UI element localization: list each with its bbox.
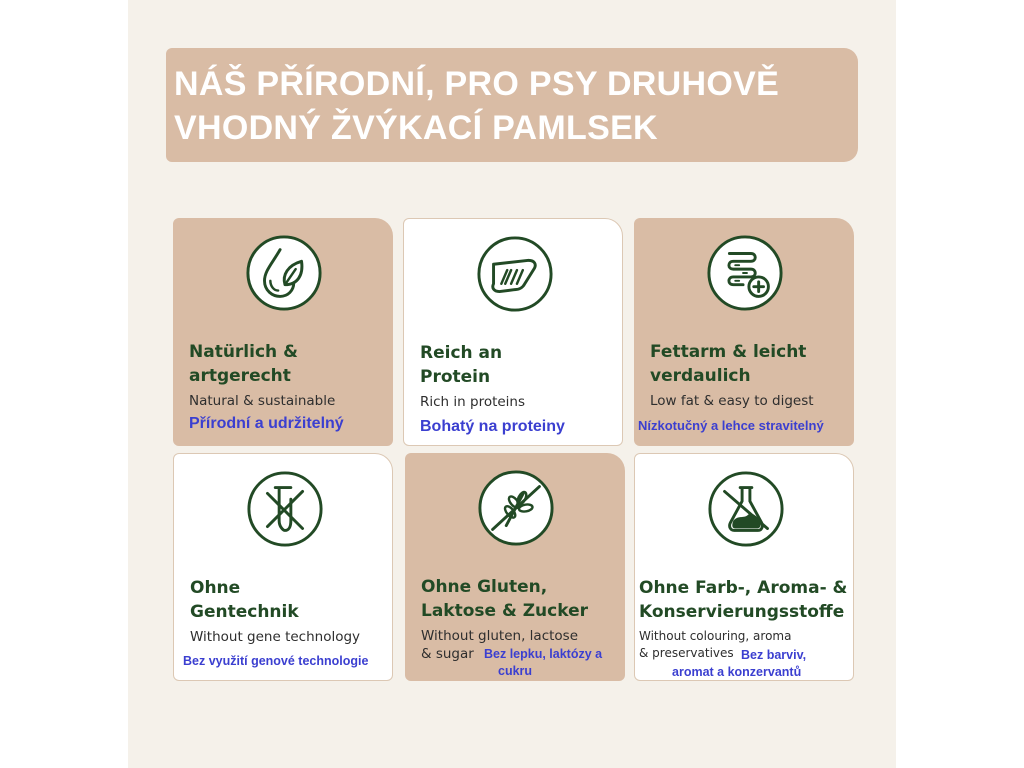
feature-subtitle-en-line-2: & sugar [421, 646, 474, 662]
feature-title-de-line-2: Laktose & Zucker [421, 601, 588, 621]
feature-subtitle-en-line-1: Without colouring, aroma [639, 629, 792, 643]
feature-label-cz-line-1: Bez barviv, [741, 648, 807, 662]
feature-subtitle-en [650, 392, 814, 410]
feature-label-cz-line-1: Nízkotučný a lehce stravitelný [638, 418, 824, 433]
feature-subtitle-en-line-1: Without gene technology [190, 629, 361, 645]
title-banner [166, 48, 858, 162]
feature-label-cz-line-1: Bez využití genové technologie [183, 654, 369, 668]
protein-strip-icon [476, 235, 554, 313]
intestine-plus-icon [706, 234, 784, 312]
feature-label-cz [638, 417, 824, 434]
leaf-drop-icon [245, 234, 323, 312]
feature-card-no-gene-tech [173, 453, 393, 681]
feature-label-cz-line-1: Bez lepku, laktózy a [484, 647, 603, 661]
feature-label-cz [189, 414, 344, 434]
feature-title-de-line-1: Ohne Farb-, Aroma- & [639, 578, 848, 598]
feature-title-de-line-1: Natürlich & [189, 342, 298, 362]
feature-title-de [189, 340, 298, 388]
feature-title-de [650, 340, 806, 388]
feature-subtitle-en [189, 392, 335, 410]
feature-label-cz-line-1: Bohatý na proteiny [420, 418, 565, 435]
feature-label-cz [183, 653, 368, 670]
feature-subtitle-en [420, 393, 525, 411]
feature-title-de-line-2: artgerecht [189, 366, 291, 386]
feature-card-protein [403, 218, 623, 446]
feature-card-no-additives [634, 453, 854, 681]
feature-title-de-line-1: Reich an [420, 343, 503, 363]
title-line-1: NÁŠ PŘÍRODNÍ, PRO PSY DRUHOVĚ [174, 65, 780, 103]
feature-title-de-line-1: Ohne [190, 578, 241, 598]
feature-subtitle-en-line-1: Natural & sustainable [189, 393, 336, 409]
feature-card-digestible [634, 218, 854, 446]
feature-title-de-line-2: verdaulich [650, 366, 751, 386]
feature-label-cz-continued [672, 664, 801, 681]
feature-subtitle-en [190, 628, 360, 646]
feature-title-de-line-1: Fettarm & leicht [650, 342, 807, 362]
feature-title-de [639, 576, 847, 624]
feature-card-natural [173, 218, 393, 446]
no-wheat-icon [477, 469, 555, 547]
feature-subtitle-en-line-1: Low fat & easy to digest [650, 393, 814, 409]
feature-title-de-line-2: Konservierungsstoffe [639, 602, 845, 622]
feature-title-de [190, 576, 299, 624]
feature-title-de [421, 575, 588, 623]
feature-subtitle-en-line-1: Without gluten, lactose [421, 628, 579, 644]
feature-title-de-line-2: Gentechnik [190, 602, 299, 622]
feature-label-cz-line-2: aromat a konzervantů [672, 665, 802, 679]
feature-title-de [420, 341, 502, 389]
feature-title-de-line-2: Protein [420, 367, 491, 387]
feature-label-cz-line-2: cukru [498, 664, 533, 678]
no-test-tube-icon [246, 470, 324, 548]
feature-subtitle-en-line-2: & preservatives [639, 646, 734, 660]
feature-label-cz [420, 417, 565, 437]
feature-label-cz [741, 647, 806, 664]
no-flask-icon [707, 470, 785, 548]
feature-card-no-gluten [405, 453, 625, 681]
feature-subtitle-en-line-1: Rich in proteins [420, 394, 526, 410]
title-line-2: VHODNÝ ŽVÝKACÍ PAMLSEK [174, 109, 658, 147]
feature-title-de-line-1: Ohne Gluten, [421, 577, 548, 597]
feature-label-cz [484, 646, 602, 680]
feature-label-cz-line-1: Přírodní a udržitelný [189, 415, 344, 432]
